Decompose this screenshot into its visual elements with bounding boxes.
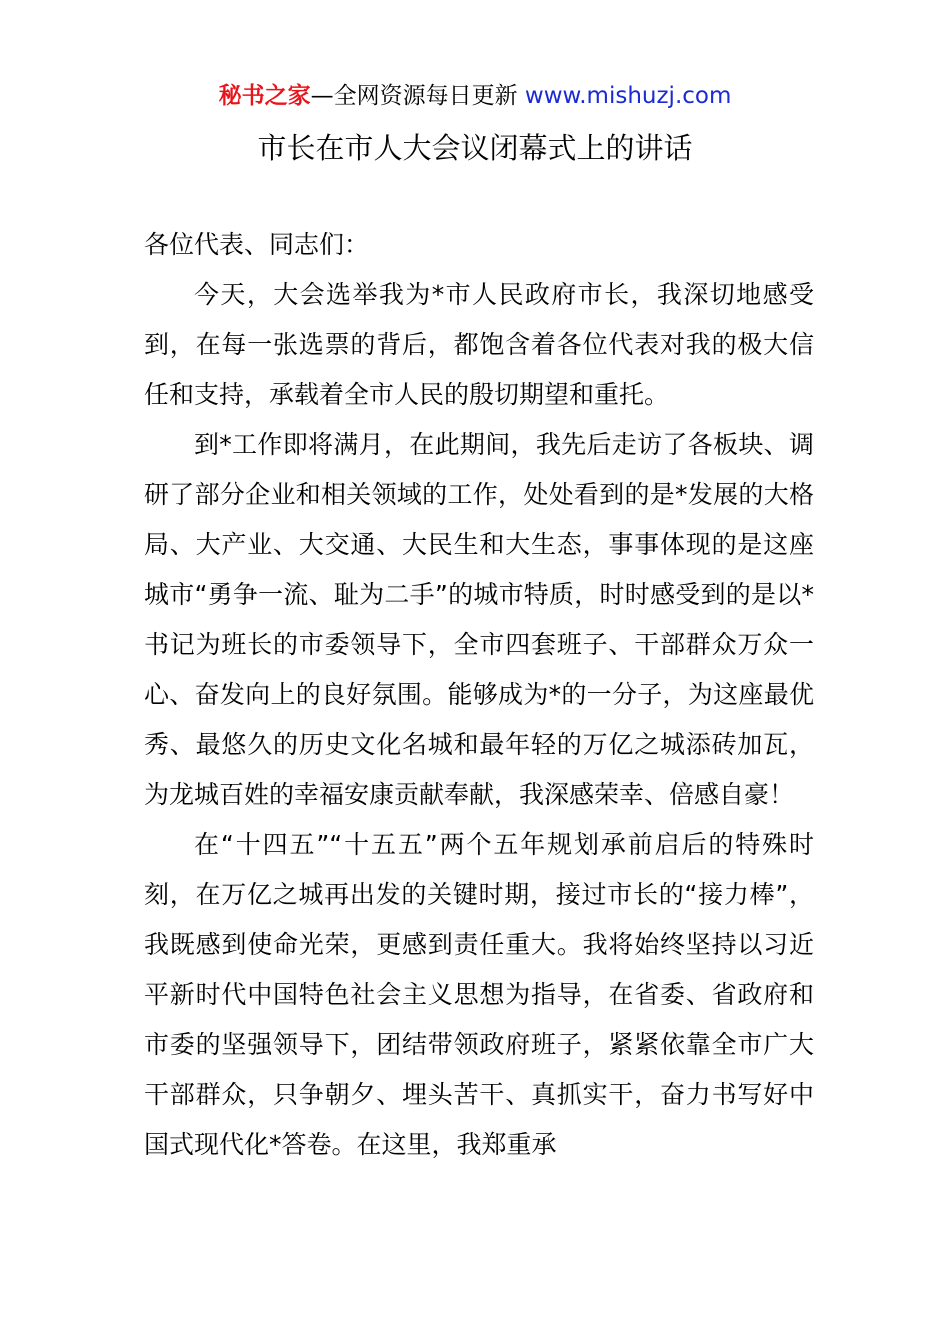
site-url: www.mishuzj.com [524,83,732,109]
document-title: 市长在市人大会议闭幕式上的讲话 [257,131,693,165]
site-header [0,80,950,112]
paragraph: 今天，大会选举我为*市人民政府市长，我深切地感受到，在每一张选票的背后，都饱含着各位代表对我的极大信任和支持，承载着全市人民的殷切期望和重托。 [144,280,814,409]
salutation: 各位代表、同志们： [144,230,370,259]
site-tagline: —全网资源每日更新 [310,83,525,109]
paragraph: 在“十四五”“十五五”两个五年规划承前启后的特殊时刻，在万亿之城再出发的关键时期，接过市长的“接力棒”，我既感到使命光荣，更感到责任重大。我将始终坚持以习近平新时代中国特色社会主义思想为指导，在省委、省政府和市委的坚强领导下，团结带领政府班子，紧紧依靠全市广大干部群众，只争朝夕、埋头苦干、真抓实干，奋力书写好中国式现代化*答卷。在这里，我郑重承 [144,830,814,1159]
document-body [144,220,814,1170]
site-brand: 秘书之家 [218,83,311,109]
paragraph: 到*工作即将满月，在此期间，我先后走访了各板块、调研了部分企业和相关领域的工作，处处看到的是*发展的大格局、大产业、大交通、大民生和大生态，事事体现的是这座城市“勇争一流、耻为二手”的城市特质，时时感受到的是以*书记为班长的市委领导下，全市四套班子、干部群众万众一心、奋发向上的良好氛围。能够成为*的一分子，为这座最优秀、最悠久的历史文化名城和最年轻的万亿之城添砖加瓦，为龙城百姓的幸福安康贡献奉献，我深感荣幸、倍感自豪！ [144,430,814,809]
